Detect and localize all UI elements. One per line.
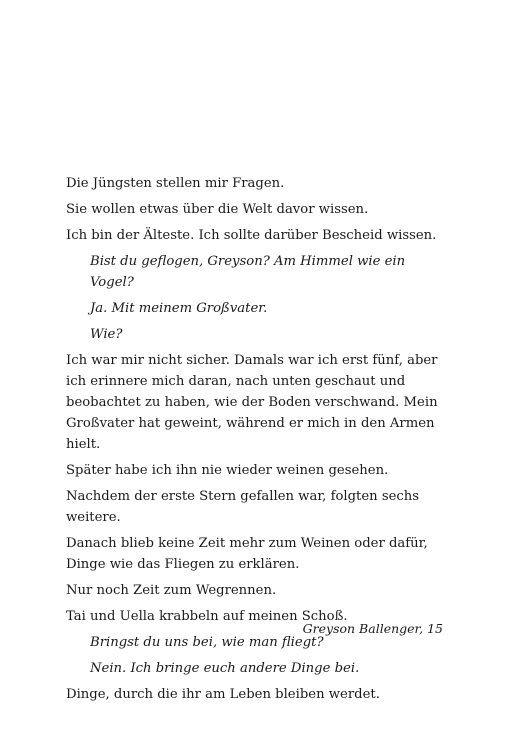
paragraph-13-dialogue: Bringst du uns bei, wie man fliegt? — [90, 635, 324, 650]
paragraph-1: Die Jüngsten stellen mir Fragen. — [66, 176, 285, 191]
paragraph-14-dialogue: Nein. Ich bringe euch andere Dinge bei. — [90, 661, 360, 676]
paragraph-5-dialogue: Ja. Mit meinem Großvater. — [90, 301, 268, 316]
paragraph-2: Sie wollen etwas über die Welt davor wissen. — [66, 202, 369, 217]
paragraph-11: Nur noch Zeit zum Wegrennen. — [66, 583, 277, 598]
signature: Greyson Ballenger, 15 — [302, 621, 443, 636]
paragraph-4-dialogue: Bist du geflogen, Greyson? Am Himmel wie ein Vogel? — [90, 254, 406, 290]
paragraph-8: Später habe ich ihn nie wieder weinen gesehen. — [66, 463, 389, 478]
paragraph-3: Ich bin der Älteste. Ich sollte darüber Bescheid wissen. — [66, 228, 437, 243]
paragraph-15: Dinge, durch die ihr am Leben bleiben werdet. — [66, 687, 380, 702]
paragraph-12: Tai und Uella krabbeln auf meinen Schoß. — [66, 609, 348, 624]
paragraph-6-dialogue: Wie? — [90, 327, 123, 342]
paragraph-7: Ich war mir nicht sicher. Damals war ich erst fünf, aber ich erinnere mich daran, nach unten geschaut und beobachtet zu haben, wie der Boden verschwand. Mein Großvater hat geweint, während er mich in den Armen hielt. — [66, 353, 438, 452]
paragraph-9: Nachdem der erste Stern gefallen war, folgten sechs weitere. — [66, 489, 420, 525]
paragraph-10: Danach blieb keine Zeit mehr zum Weinen oder dafür, Dinge wie das Fliegen zu erklären. — [66, 536, 428, 572]
